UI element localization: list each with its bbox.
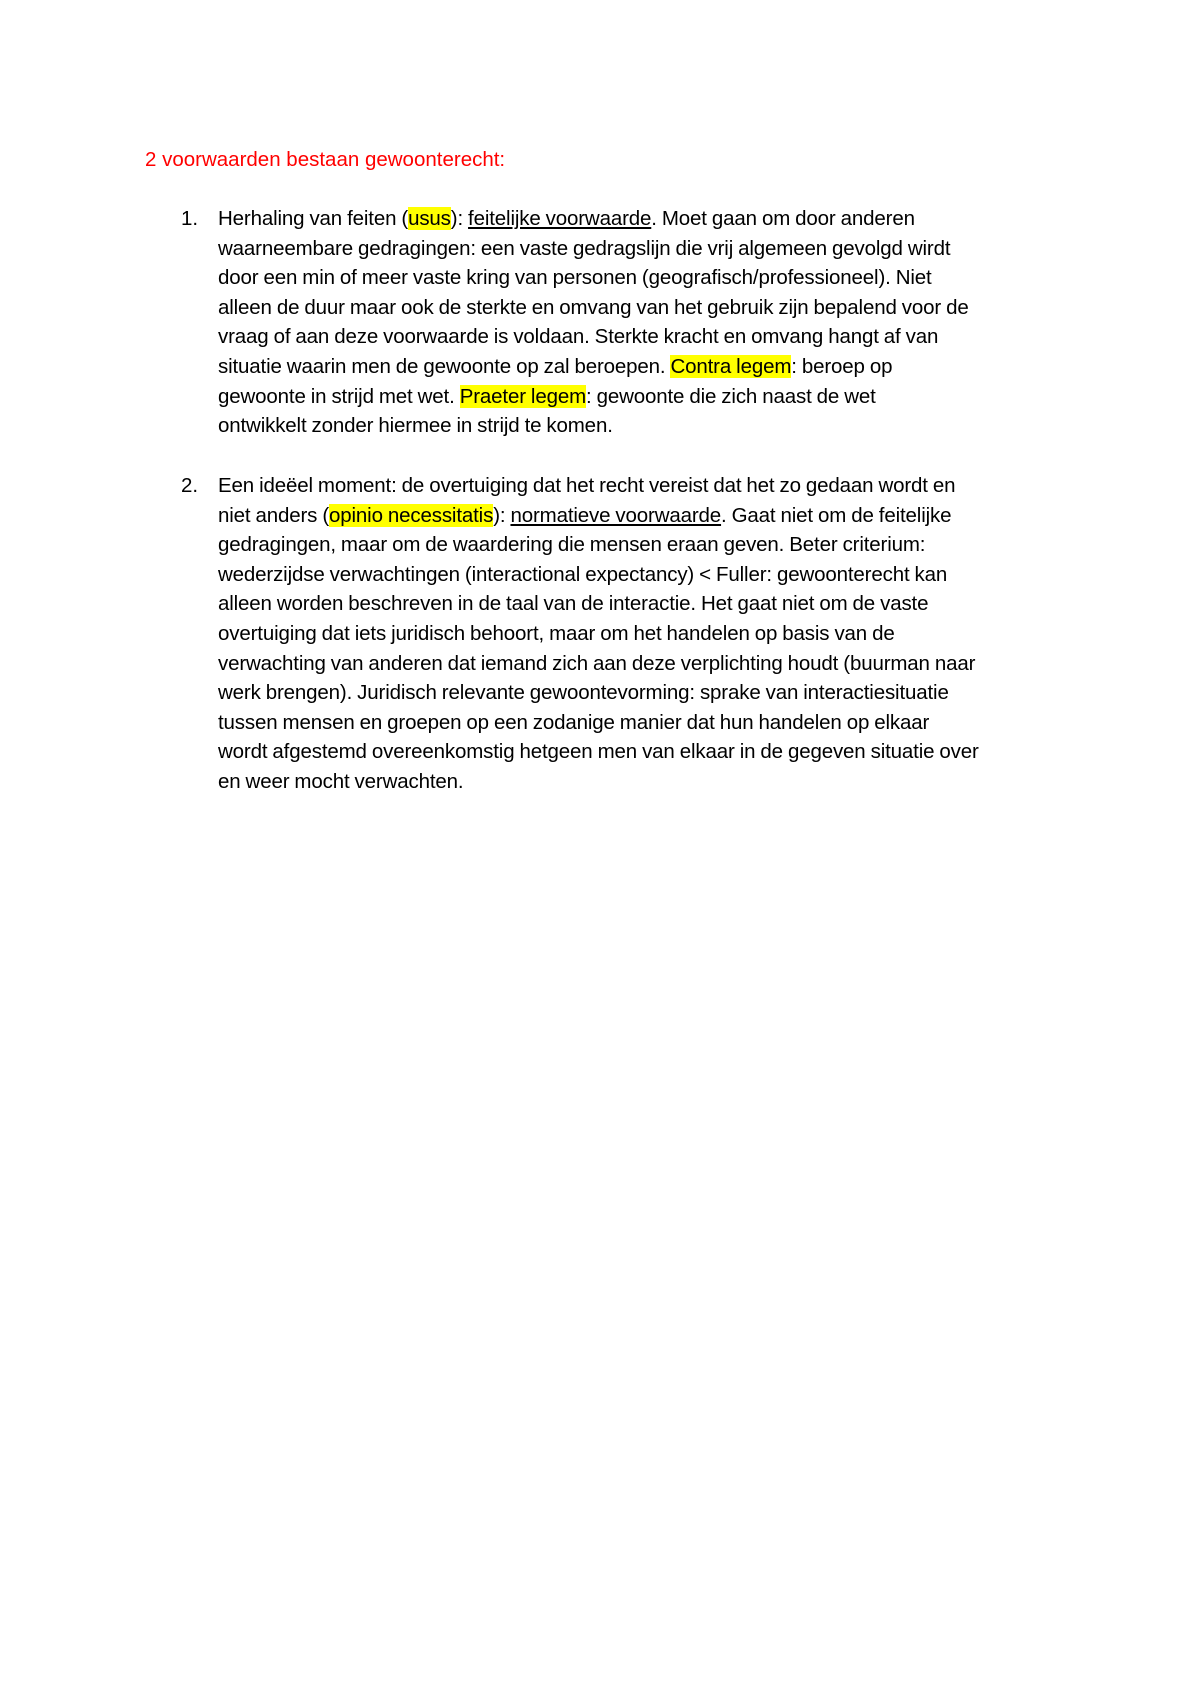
list-item-text <box>218 471 1086 797</box>
text-run: Herhaling van feiten ( <box>218 207 409 230</box>
list-item-number: 1. <box>181 207 199 230</box>
text-line <box>218 352 1086 382</box>
text-line: ontwikkelt zonder hiermee in strijd te komen. <box>218 414 613 438</box>
text-run: : gewoonte die zich naast de wet <box>586 384 876 408</box>
highlighted-term: opinio necessitatis <box>329 503 494 527</box>
underlined-term: normatieve voorwaarde <box>510 503 722 527</box>
list-item-text <box>218 204 1086 441</box>
section-heading: 2 voorwaarden bestaan gewoonterecht: <box>145 148 506 171</box>
text-line: alleen de duur maar ook de sterkte en omvang van het gebruik zijn bepalend voor de <box>218 295 969 319</box>
text-line <box>218 382 1086 412</box>
text-line: en weer mocht verwachten. <box>218 769 464 793</box>
text-line: vraag of aan deze voorwaarde is voldaan. Sterkte kracht en omvang hangt af van <box>218 325 939 349</box>
text-line: alleen worden beschreven in de taal van de interactie. Het gaat niet om de vaste <box>218 592 929 616</box>
text-run: niet anders ( <box>218 503 330 527</box>
text-line: werk brengen). Juridisch relevante gewoontevorming: sprake van interactiesituatie <box>218 681 949 705</box>
text-run: . Moet gaan om door anderen <box>651 207 915 230</box>
highlighted-term: usus <box>408 207 451 230</box>
text-line: wordt afgestemd overeenkomstig hetgeen men van elkaar in de gegeven situatie over <box>218 740 979 764</box>
text-run: ): <box>450 207 469 230</box>
highlighted-term: Praeter legem <box>459 384 587 408</box>
text-line: wederzijdse verwachtingen (interactional expectancy) < Fuller: gewoonterecht kan <box>218 562 948 586</box>
text-run: : beroep op <box>791 354 893 378</box>
text-line: gedragingen, maar om de waardering die mensen eraan geven. Beter criterium: <box>218 533 926 557</box>
text-line: waarneembare gedragingen: een vaste gedragslijn die vrij algemeen gevolgd wirdt <box>218 236 951 260</box>
text-run: . Gaat niet om de feitelijke <box>721 503 952 527</box>
text-line: door een min of meer vaste kring van personen (geografisch/professioneel). Niet <box>218 266 932 290</box>
text-line: Een ideëel moment: de overtuiging dat het recht vereist dat het zo gedaan wordt en <box>218 474 956 497</box>
text-line <box>218 204 1086 234</box>
text-run: gewoonte in strijd met wet. <box>218 384 460 408</box>
underlined-term: feitelijke voorwaarde <box>468 207 652 230</box>
text-run: ): <box>493 503 511 527</box>
text-line: tussen mensen en groepen op een zodanige manier dat hun handelen op elkaar <box>218 710 930 734</box>
text-line <box>218 501 1086 531</box>
list-item-number: 2. <box>181 474 199 497</box>
text-line: overtuiging dat iets juridisch behoort, maar om het handelen op basis van de <box>218 621 895 645</box>
highlighted-term: Contra legem <box>670 354 792 378</box>
text-line: verwachting van anderen dat iemand zich aan deze verplichting houdt (buurman naar <box>218 651 976 675</box>
text-run: situatie waarin men de gewoonte op zal beroepen. <box>218 354 671 378</box>
